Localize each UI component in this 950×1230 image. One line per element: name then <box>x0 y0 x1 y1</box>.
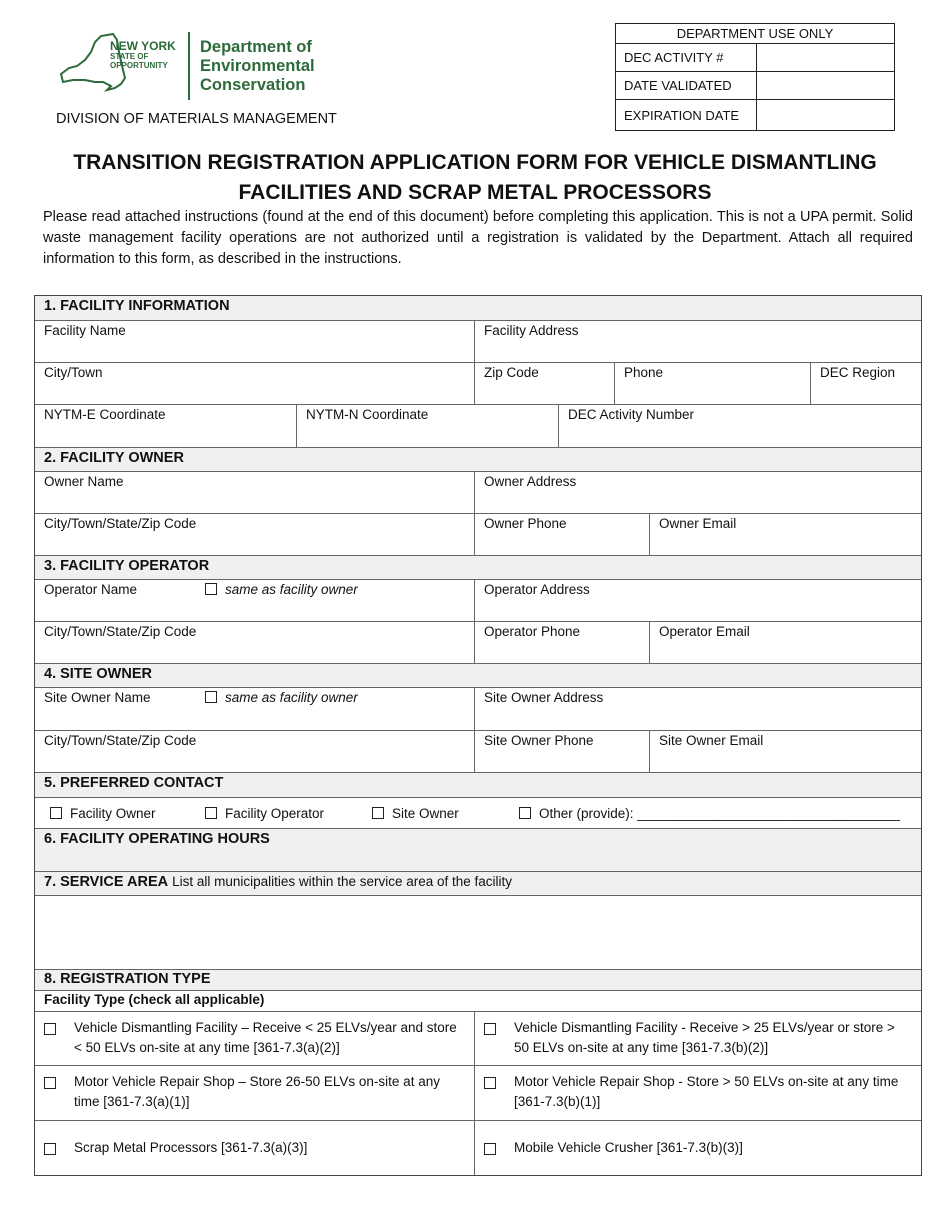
date-validated-field <box>757 72 895 100</box>
operator-same-checkbox[interactable] <box>205 583 217 595</box>
dec-activity-number-field[interactable] <box>559 405 921 447</box>
zip-code-label: Zip Code <box>484 365 539 380</box>
operator-city-field[interactable] <box>35 622 475 663</box>
reg-type-checkbox-2[interactable] <box>484 1023 496 1035</box>
section-5-title: 5. PREFERRED CONTACT <box>35 773 921 797</box>
reg-type-checkbox-4[interactable] <box>484 1077 496 1089</box>
operator-address-label: Operator Address <box>484 582 590 597</box>
site-owner-same-checkbox[interactable] <box>205 691 217 703</box>
title-line-2: FACILITIES AND SCRAP METAL PROCESSORS <box>238 181 712 204</box>
dec-region-field[interactable] <box>811 363 921 404</box>
site-owner-phone-field[interactable] <box>475 731 650 772</box>
operator-phone-label: Operator Phone <box>484 624 581 639</box>
logo-dept-line2: Environmental <box>200 57 315 75</box>
phone-label: Phone <box>624 365 664 380</box>
reg-type-option-2[interactable] <box>475 1012 921 1065</box>
reg-type-checkbox-5[interactable] <box>44 1143 56 1155</box>
operator-phone-field[interactable] <box>475 622 650 663</box>
logo-dept-line3: Conservation <box>200 76 306 94</box>
facility-address-field[interactable] <box>475 321 921 362</box>
operator-name-field[interactable] <box>35 580 475 621</box>
section-6-title: 6. FACILITY OPERATING HOURS <box>35 829 921 871</box>
instructions-text: Please read attached instructions (found at the end of this document) before completing this application. This is not a UPA permit. Solid waste management facility operations are not authorized until a registration is validated by the Department. Attach all required information to this form, as described in the instructions. <box>43 209 913 267</box>
site-owner-email-label: Site Owner Email <box>659 733 764 748</box>
page-title <box>40 148 910 208</box>
operator-email-label: Operator Email <box>659 624 750 639</box>
expiration-date-label: EXPIRATION DATE <box>616 100 757 131</box>
reg-type-label-2: Vehicle Dismantling Facility - Receive > 25 ELVs/year or store > 50 ELVs on-site at any time [361-7.3(b)(2)] <box>514 1020 895 1055</box>
nytm-e-field[interactable] <box>35 405 297 447</box>
city-town-field[interactable] <box>35 363 475 404</box>
section-7-title: 7. SERVICE AREA <box>44 874 169 890</box>
contact-site-owner-checkbox[interactable] <box>372 807 384 819</box>
phone-field[interactable] <box>615 363 811 404</box>
service-area-field[interactable] <box>35 896 921 970</box>
site-owner-same-label: same as facility owner <box>225 690 358 705</box>
reg-type-checkbox-3[interactable] <box>44 1077 56 1089</box>
dec-logo <box>55 30 315 100</box>
operator-address-field[interactable] <box>475 580 921 621</box>
owner-name-field[interactable] <box>35 472 475 513</box>
section-2-title: 2. FACILITY OWNER <box>35 448 921 471</box>
reg-type-label-5: Scrap Metal Processors [361-7.3(a)(3)] <box>74 1140 308 1155</box>
contact-facility-owner-checkbox[interactable] <box>50 807 62 819</box>
contact-other-checkbox[interactable] <box>519 807 531 819</box>
reg-type-label-4: Motor Vehicle Repair Shop - Store > 50 ELVs on-site at any time [361-7.3(b)(1)] <box>514 1074 899 1109</box>
reg-type-checkbox-6[interactable] <box>484 1143 496 1155</box>
reg-type-option-1[interactable] <box>35 1012 475 1065</box>
owner-city-label: City/Town/State/Zip Code <box>44 516 197 531</box>
contact-site-owner-label: Site Owner <box>392 805 459 821</box>
dec-activity-number-label: DEC Activity Number <box>568 407 695 422</box>
reg-type-option-6[interactable] <box>475 1121 921 1175</box>
reg-type-option-5[interactable] <box>35 1121 475 1175</box>
title-line-1: TRANSITION REGISTRATION APPLICATION FORM FOR VEHICLE DISMANTLING <box>73 151 877 174</box>
site-owner-name-label: Site Owner Name <box>44 690 151 705</box>
dec-region-label: DEC Region <box>820 365 896 380</box>
owner-address-field[interactable] <box>475 472 921 513</box>
nytm-n-field[interactable] <box>297 405 559 447</box>
section-7-desc: List all municipalities within the service area of the facility <box>172 874 513 889</box>
city-town-label: City/Town <box>44 365 103 380</box>
owner-name-label: Owner Name <box>44 474 124 489</box>
reg-type-option-3[interactable] <box>35 1066 475 1120</box>
owner-email-field[interactable] <box>650 514 921 555</box>
contact-other-label: Other (provide): ___________________________________ <box>539 805 901 821</box>
reg-type-label-6: Mobile Vehicle Crusher [361-7.3(b)(3)] <box>514 1140 743 1155</box>
owner-city-field[interactable] <box>35 514 475 555</box>
division-name: DIVISION OF MATERIALS MANAGEMENT <box>56 111 337 127</box>
department-use-box <box>615 23 895 131</box>
site-owner-email-field[interactable] <box>650 731 921 772</box>
section-1-title: 1. FACILITY INFORMATION <box>35 296 921 320</box>
section-7-header <box>35 872 521 895</box>
dec-activity-field <box>757 44 895 72</box>
contact-facility-operator-label: Facility Operator <box>225 805 325 821</box>
section-8-title: 8. REGISTRATION TYPE <box>35 970 921 990</box>
contact-facility-owner-option[interactable] <box>35 806 205 821</box>
owner-phone-field[interactable] <box>475 514 650 555</box>
operator-city-label: City/Town/State/Zip Code <box>44 624 197 639</box>
site-owner-city-field[interactable] <box>35 731 475 772</box>
site-owner-name-field[interactable] <box>35 688 475 730</box>
reg-type-label-1: Vehicle Dismantling Facility – Receive < 25 ELVs/year and store < 50 ELVs on-site at any time [361-7.3(a)(2)] <box>74 1020 457 1055</box>
reg-type-label-3: Motor Vehicle Repair Shop – Store 26-50 ELVs on-site at any time [361-7.3(a)(1)] <box>74 1074 440 1109</box>
owner-phone-label: Owner Phone <box>484 516 567 531</box>
operator-email-field[interactable] <box>650 622 921 663</box>
operator-same-label: same as facility owner <box>225 582 358 597</box>
nytm-n-label: NYTM-N Coordinate <box>306 407 429 422</box>
nytm-e-label: NYTM-E Coordinate <box>44 407 166 422</box>
application-form <box>34 295 922 1176</box>
operator-name-label: Operator Name <box>44 582 138 597</box>
logo-divider <box>188 32 190 100</box>
expiration-date-field <box>757 100 895 131</box>
section-3-title: 3. FACILITY OPERATOR <box>35 556 921 579</box>
facility-address-label: Facility Address <box>484 323 579 338</box>
logo-ny-line1: NEW YORK <box>110 39 176 53</box>
logo-ny-line3: OPPORTUNITY <box>110 61 168 70</box>
facility-name-label: Facility Name <box>44 323 126 338</box>
logo-ny-line2: STATE OF <box>110 52 149 61</box>
facility-type-subtitle: Facility Type (check all applicable) <box>44 992 265 1007</box>
contact-facility-owner-label: Facility Owner <box>70 805 156 821</box>
date-validated-label: DATE VALIDATED <box>616 72 757 100</box>
logo-dept-line1: Department of <box>200 38 312 56</box>
dec-activity-label: DEC ACTIVITY # <box>616 44 757 72</box>
zip-code-field[interactable] <box>475 363 615 404</box>
site-owner-city-label: City/Town/State/Zip Code <box>44 733 197 748</box>
contact-site-owner-option[interactable] <box>372 806 519 821</box>
reg-type-checkbox-1[interactable] <box>44 1023 56 1035</box>
facility-name-field[interactable] <box>35 321 475 362</box>
site-owner-address-field[interactable] <box>475 688 921 730</box>
contact-other-option[interactable] <box>519 806 921 821</box>
contact-facility-operator-option[interactable] <box>205 806 372 821</box>
dept-use-title: DEPARTMENT USE ONLY <box>616 24 895 44</box>
owner-address-label: Owner Address <box>484 474 577 489</box>
owner-email-label: Owner Email <box>659 516 737 531</box>
reg-type-option-4[interactable] <box>475 1066 921 1120</box>
section-4-title: 4. SITE OWNER <box>35 664 921 687</box>
site-owner-address-label: Site Owner Address <box>484 690 604 705</box>
contact-facility-operator-checkbox[interactable] <box>205 807 217 819</box>
site-owner-phone-label: Site Owner Phone <box>484 733 594 748</box>
